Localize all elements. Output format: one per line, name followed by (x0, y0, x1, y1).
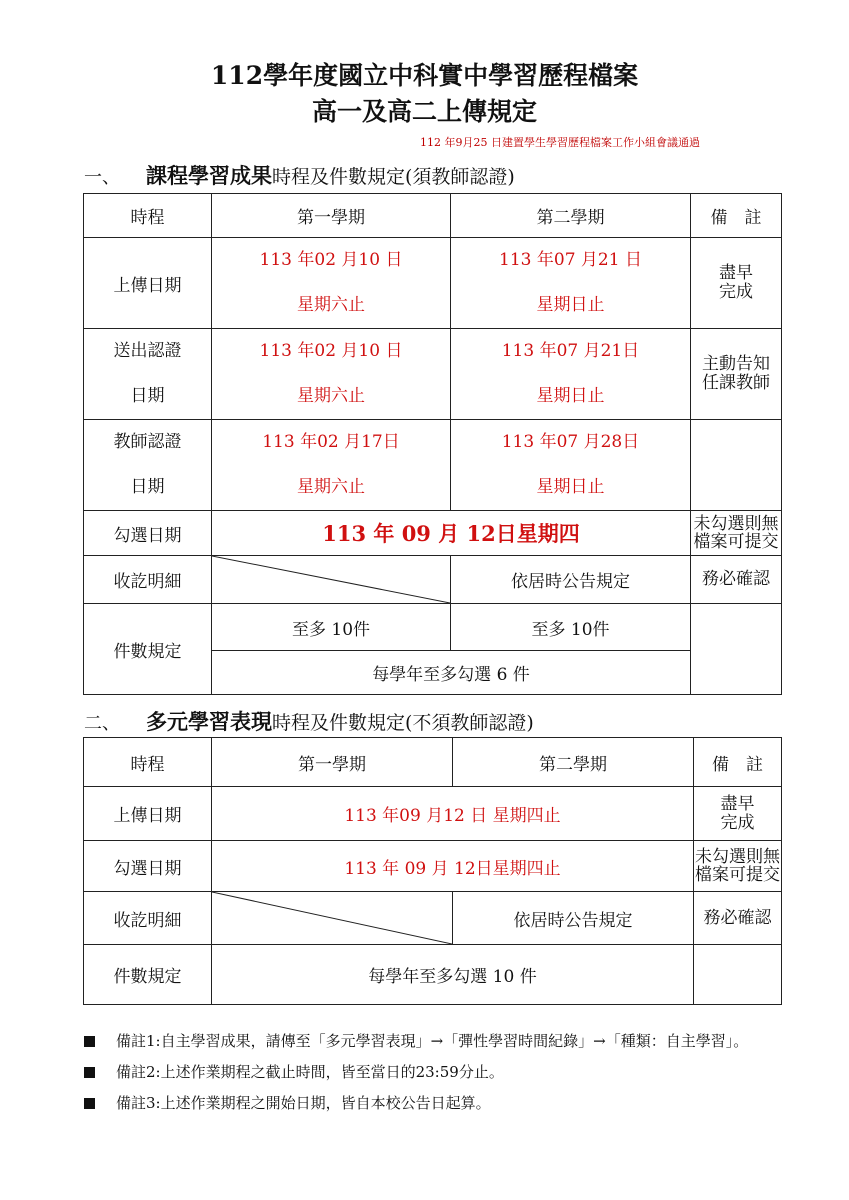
diagonal-line-icon (212, 892, 452, 944)
count-label: 件數規定 (84, 604, 212, 695)
header-semester1: 第一學期 (212, 194, 451, 238)
submit-sem1-date: 113 年02 月10 日 (259, 341, 403, 361)
upload-sem1-day: 星期六止 (297, 295, 365, 315)
select-remark-line2: 檔案可提交 (693, 532, 779, 552)
select2-value: 113 年 09 月 12日星期四止 (212, 841, 694, 892)
submit-label-line2: 日期 (130, 386, 165, 406)
footnote-3-text: 備註3:上述作業期程之開始日期，皆自本校公告日起算。 (116, 1094, 491, 1112)
table2-header-row (84, 738, 782, 787)
count-sem1: 至多 10件 (212, 604, 451, 651)
submit-sem2-cell (451, 329, 691, 420)
count-year: 每學年至多勾選 6 件 (212, 651, 691, 695)
section1-heading (84, 160, 515, 190)
section1-title: 課程學習成果 (146, 163, 272, 188)
section2-heading (84, 706, 534, 736)
receipt-remark: 務必確認 (691, 556, 782, 604)
count2-value: 每學年至多勾選 10 件 (212, 945, 694, 1005)
footnote-3 (84, 1092, 784, 1115)
select-date-row (84, 511, 782, 556)
select-remark (691, 511, 782, 556)
upload-sem1-cell (212, 238, 451, 329)
teacher-label-line1: 教師認證 (113, 432, 182, 452)
upload2-value: 113 年09 月12 日 星期四止 (212, 787, 694, 841)
count2-label: 件數規定 (84, 945, 212, 1005)
upload2-row (84, 787, 782, 841)
section2-suffix: 時程及件數規定(不須教師認證) (272, 712, 534, 734)
document-title: 112學年度國立中科實中學習歷程檔案 (210, 61, 639, 90)
count-sem2: 至多 10件 (451, 604, 691, 651)
footnote-2-text: 備註2:上述作業期程之截止時間，皆至當日的23:59分止。 (116, 1063, 504, 1081)
header2-schedule: 時程 (84, 738, 212, 787)
submit-remark-line2: 任課教師 (702, 373, 770, 393)
upload-remark-line2: 完成 (719, 282, 753, 302)
submit-label-line1: 送出認證 (113, 341, 182, 361)
teacher-cert-label (84, 420, 212, 511)
footnotes (84, 1030, 784, 1123)
header-schedule: 時程 (84, 194, 212, 238)
course-results-table (83, 193, 782, 695)
submit-sem1-day: 星期六止 (297, 386, 365, 406)
header-remark: 備 註 (691, 194, 782, 238)
square-bullet-icon (84, 1098, 95, 1109)
submit-remark-line1: 主動告知 (702, 354, 770, 374)
teacher-sem1-day: 星期六止 (297, 477, 365, 497)
receipt2-value: 依居時公告規定 (453, 892, 694, 945)
teacher-sem2-cell (451, 420, 691, 511)
header2-remark: 備 註 (694, 738, 782, 787)
upload-remark-line1: 盡早 (719, 263, 753, 283)
submit-sem2-day: 星期日止 (536, 386, 605, 406)
upload2-remark (694, 787, 782, 841)
submit-sem2-date: 113 年07 月21日 (501, 341, 640, 361)
section1-number: 一、 (84, 167, 120, 188)
count2-remark (694, 945, 782, 1005)
receipt2-label: 收訖明細 (84, 892, 212, 945)
teacher-cert-row (84, 420, 782, 511)
upload-remark (691, 238, 782, 329)
upload-sem2-cell (451, 238, 691, 329)
section2-title: 多元學習表現 (146, 709, 272, 734)
approval-note: 112 年9月25 日建置學生學習歷程檔案工作小組會議通過 (420, 136, 700, 149)
select-date-value: 113 年 09 月 12日星期四 (212, 511, 691, 556)
upload2-remark-line1: 盡早 (720, 793, 755, 814)
receipt-empty-diagonal (212, 556, 451, 604)
teacher-sem1-cell (212, 420, 451, 511)
receipt-value: 依居時公告規定 (451, 556, 691, 604)
select2-row (84, 841, 782, 892)
submit-date-row (84, 329, 782, 420)
upload-date-label: 上傳日期 (84, 238, 212, 329)
select2-remark (694, 841, 782, 892)
square-bullet-icon (84, 1036, 95, 1047)
teacher-label-line2: 日期 (130, 477, 165, 497)
section1-suffix: 時程及件數規定(須教師認證) (272, 166, 515, 188)
header2-semester1: 第一學期 (212, 738, 453, 787)
submit-remark (691, 329, 782, 420)
footnote-2 (84, 1061, 784, 1084)
select-remark-line1: 未勾選則無 (693, 514, 779, 534)
teacher-sem1-date: 113 年02 月17日 (262, 432, 400, 452)
upload2-label: 上傳日期 (84, 787, 212, 841)
select2-label: 勾選日期 (84, 841, 212, 892)
receipt2-empty-diagonal (212, 892, 453, 945)
count-remark (691, 604, 782, 695)
count-row (84, 604, 782, 651)
submit-date-label (84, 329, 212, 420)
teacher-sem2-day: 星期日止 (536, 477, 605, 497)
select2-remark-line1: 未勾選則無 (695, 847, 780, 867)
receipt2-row (84, 892, 782, 945)
square-bullet-icon (84, 1067, 95, 1078)
teacher-remark (691, 420, 782, 511)
submit-sem1-cell (212, 329, 451, 420)
header-semester2: 第二學期 (451, 194, 691, 238)
table-header-row (84, 194, 782, 238)
learning-performance-table (83, 737, 782, 1005)
section2-number: 二、 (84, 713, 120, 734)
receipt-row (84, 556, 782, 604)
upload-sem1-date: 113 年02 月10 日 (259, 250, 403, 270)
footnote-1 (84, 1030, 784, 1053)
upload-sem2-date: 113 年07 月21 日 (499, 250, 642, 270)
upload2-remark-line2: 完成 (720, 812, 755, 833)
diagonal-line-icon (212, 556, 450, 603)
footnote-1-text: 備註1:自主學習成果，請傳至「多元學習表現」→「彈性學習時間紀錄」→「種類：自主學習」。 (116, 1032, 749, 1050)
upload-sem2-day: 星期日止 (536, 295, 605, 315)
receipt2-remark: 務必確認 (694, 892, 782, 945)
select-date-label: 勾選日期 (84, 511, 212, 556)
count2-row (84, 945, 782, 1005)
header2-semester2: 第二學期 (453, 738, 694, 787)
select2-remark-line2: 檔案可提交 (695, 865, 780, 885)
teacher-sem2-date: 113 年07 月28日 (501, 432, 640, 452)
document-subtitle: 高一及高二上傳規定 (311, 97, 537, 126)
upload-date-row (84, 238, 782, 329)
receipt-label: 收訖明細 (84, 556, 212, 604)
